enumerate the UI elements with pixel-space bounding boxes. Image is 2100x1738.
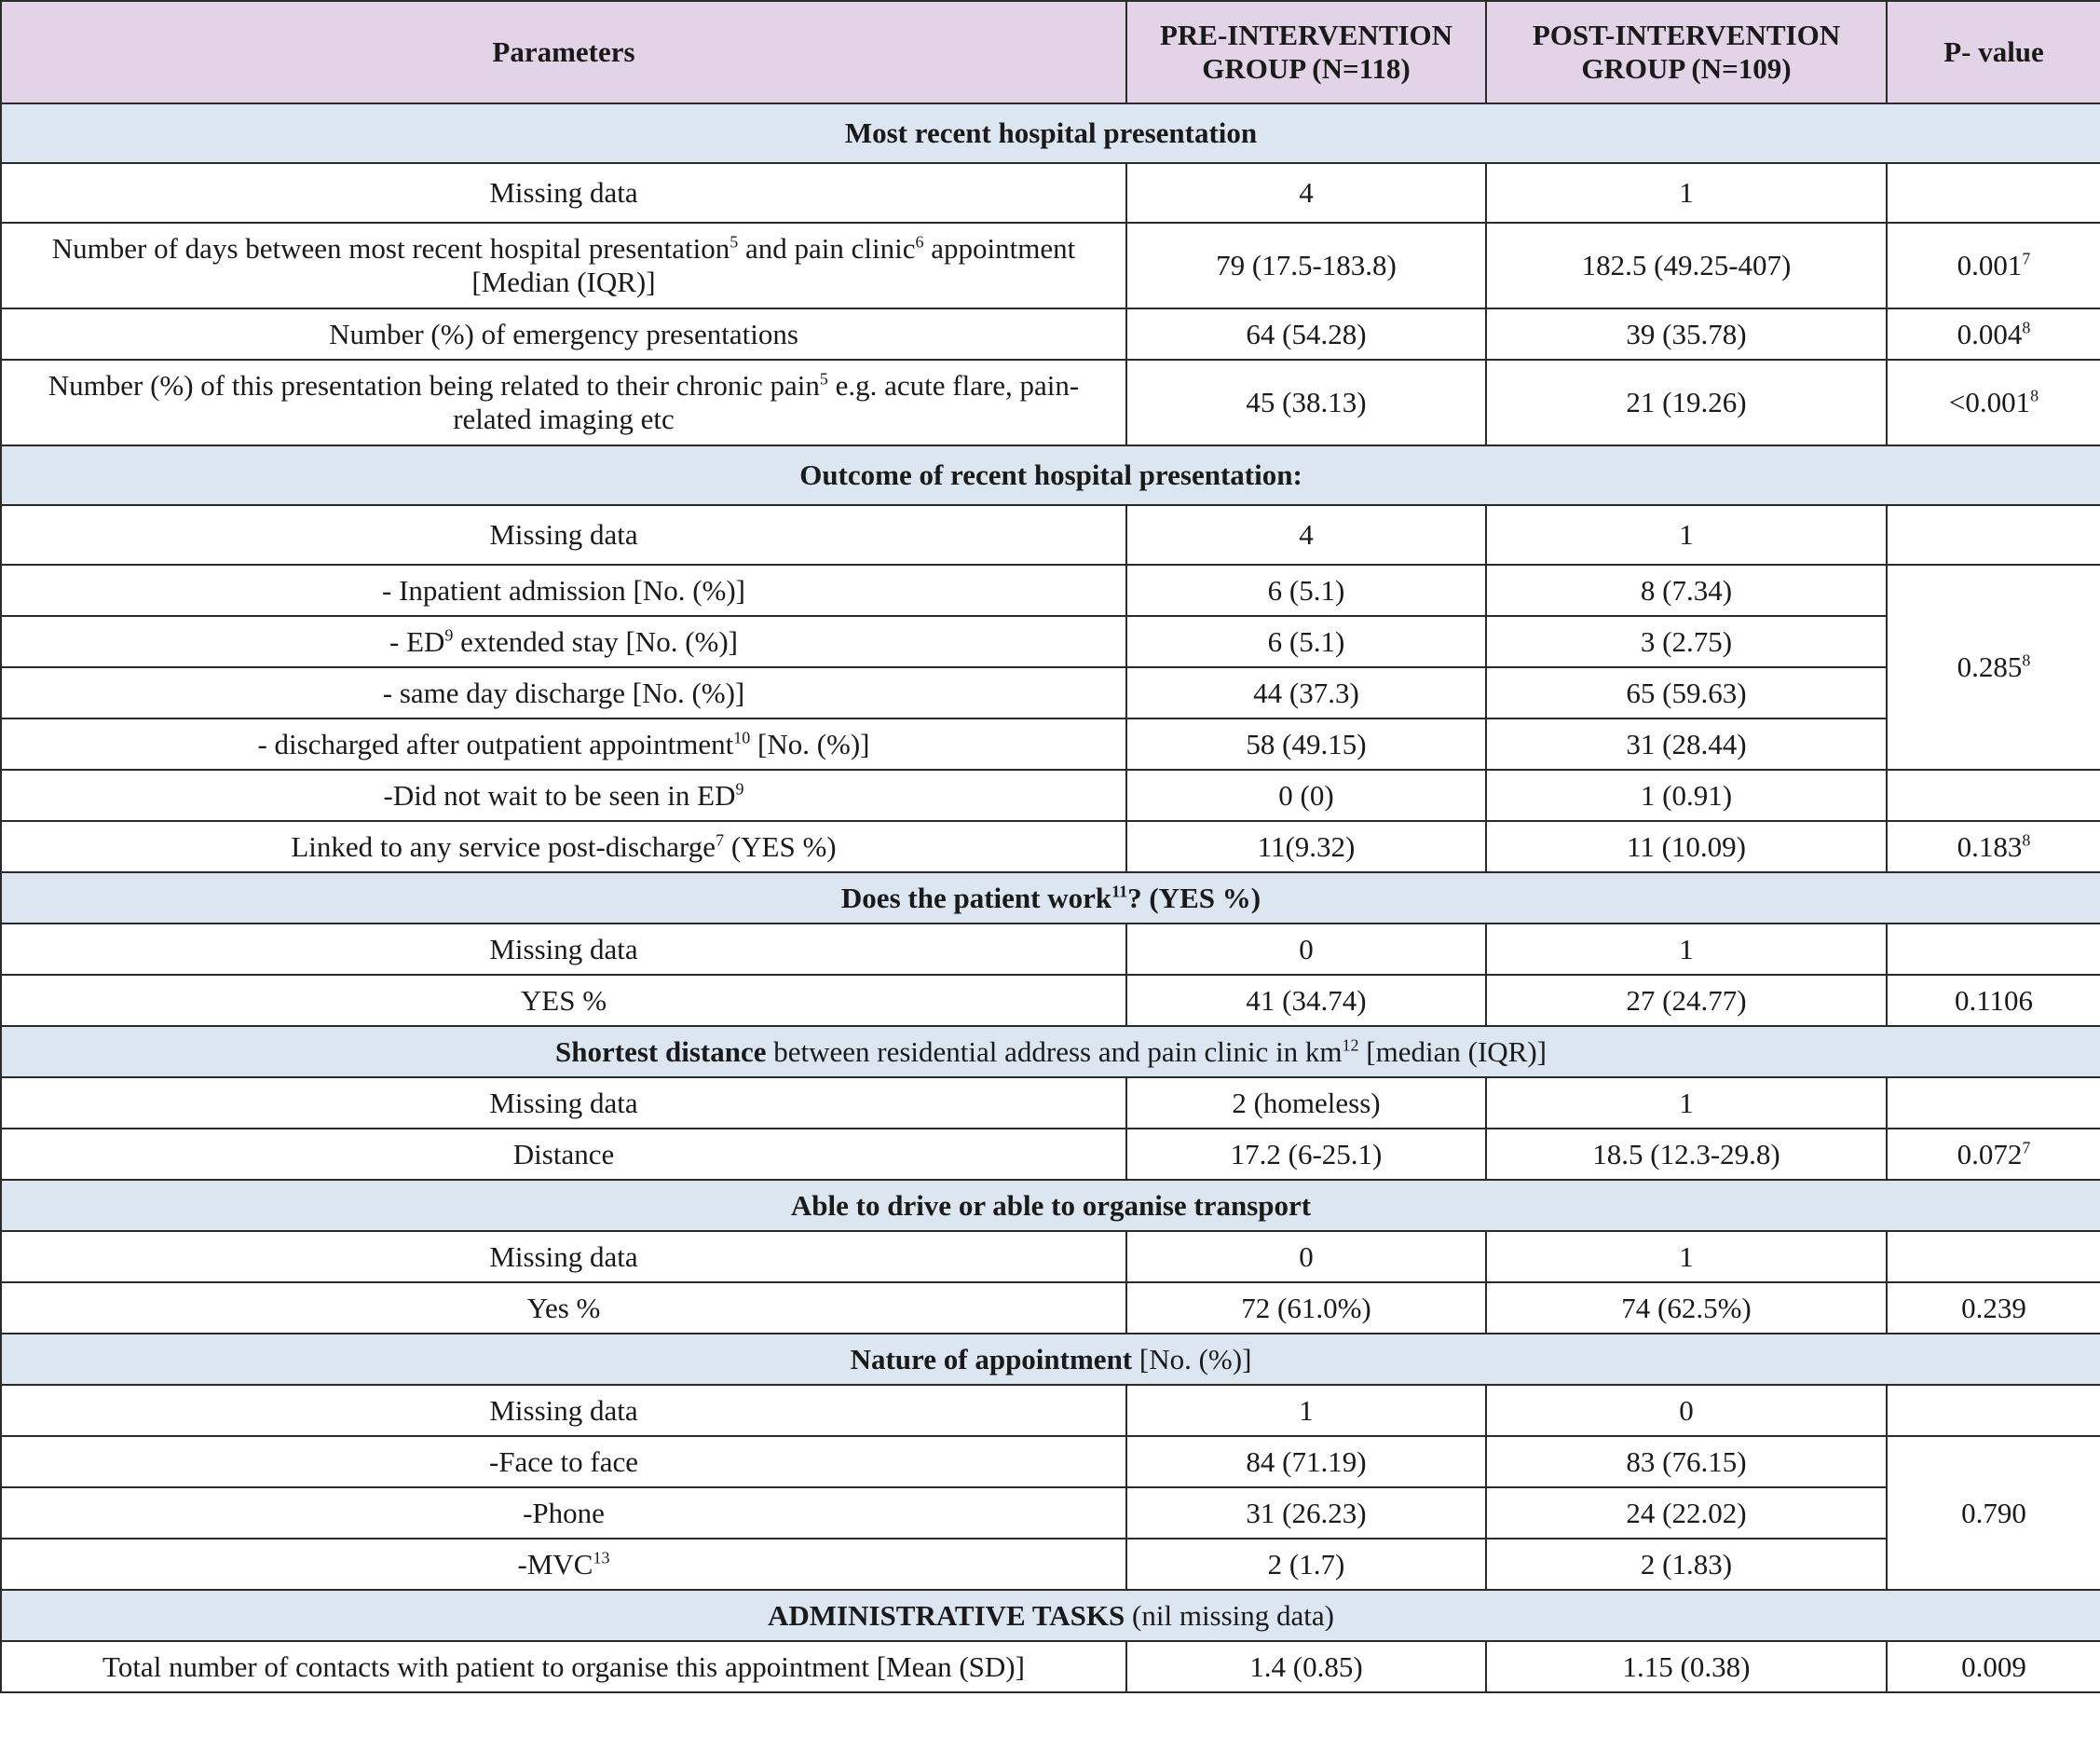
post-value: 27 (24.77) [1486,975,1887,1026]
post-value: 1 [1486,1077,1887,1129]
p-value [1887,1077,2100,1129]
row-label: - discharged after outpatient appointment$^{10}$ [No. (%)] [1,718,1126,770]
row-label: Missing data [1,924,1126,975]
post-value: 0 [1486,1385,1887,1436]
pre-value: 72 (61.0%) [1126,1282,1486,1334]
post-value: 39 (35.78) [1486,308,1887,360]
table-row [1,565,2100,616]
table-row [1,1436,2100,1487]
table-row [1,1129,2100,1180]
p-value [1887,163,2100,223]
post-value: 24 (22.02) [1486,1487,1887,1539]
post-value: 2 (1.83) [1486,1539,1887,1590]
header-row [1,1,2100,103]
pre-value: 17.2 (6-25.1) [1126,1129,1486,1180]
table-row [1,1282,2100,1334]
table-row [1,1231,2100,1282]
post-value: 74 (62.5%) [1486,1282,1887,1334]
table-row [1,505,2100,565]
p-value [1887,1385,2100,1436]
row-label: -Phone [1,1487,1126,1539]
p-value [1887,1231,2100,1282]
pre-value: 1.4 (0.85) [1126,1641,1486,1692]
p-value-group: 0.790 [1887,1436,2100,1590]
row-label: Linked to any service post-discharge$^7$ (YES %) [1,821,1126,872]
row-label: Missing data [1,1385,1126,1436]
section-header [1,1334,2100,1385]
header-parameters: Parameters [1,1,1126,103]
p-value [1887,924,2100,975]
row-label: Number (%) of emergency presentations [1,308,1126,360]
pre-value: 0 (0) [1126,770,1486,821]
section-title: Nature of appointment [No. (%)] [1,1334,2100,1385]
row-label: Missing data [1,505,1126,565]
row-label: YES % [1,975,1126,1026]
row-label: - same day discharge [No. (%)] [1,667,1126,718]
section-title: Outcome of recent hospital presentation: [1,445,2100,505]
row-label: Missing data [1,1077,1126,1129]
row-label: -Did not wait to be seen in $ED^9$ [1,770,1126,821]
row-label: Missing data [1,1231,1126,1282]
pre-value: 4 [1126,505,1486,565]
header-post-intervention: POST-INTERVENTION GROUP (N=109) [1486,1,1887,103]
row-label: -Face to face [1,1436,1126,1487]
table-row [1,616,2100,667]
p-value: 0.239 [1887,1282,2100,1334]
row-label: - $ED^9$ extended stay [No. (%)] [1,616,1126,667]
post-value: 1 [1486,505,1887,565]
p-value: 0.004$^8$ [1887,308,2100,360]
table-row [1,718,2100,770]
section-header [1,1180,2100,1231]
row-label: - Inpatient admission [No. (%)] [1,565,1126,616]
pre-value: 44 (37.3) [1126,667,1486,718]
post-value: 31 (28.44) [1486,718,1887,770]
header-pre-intervention: PRE-INTERVENTION GROUP (N=118) [1126,1,1486,103]
post-value: 83 (76.15) [1486,1436,1887,1487]
pre-value: 0 [1126,1231,1486,1282]
pre-value: 79 (17.5-183.8) [1126,223,1486,308]
p-value: 0.009 [1887,1641,2100,1692]
section-title: Does the patient work$^{11}$? (YES %) [1,872,2100,924]
header-p-value: P- value [1887,1,2100,103]
table-row [1,308,2100,360]
section-header [1,872,2100,924]
p-value [1887,770,2100,821]
table-row [1,1077,2100,1129]
pre-value: 4 [1126,163,1486,223]
table-row [1,1539,2100,1590]
pre-value: 45 (38.13) [1126,360,1486,445]
pre-value: 11(9.32) [1126,821,1486,872]
post-value: 1 [1486,924,1887,975]
post-value: 18.5 (12.3-29.8) [1486,1129,1887,1180]
section-header [1,1590,2100,1641]
p-value-group: 0.285$^8$ [1887,565,2100,770]
section-header [1,445,2100,505]
section-title: Able to drive or able to organise transport [1,1180,2100,1231]
pre-value: 6 (5.1) [1126,616,1486,667]
post-value: 65 (59.63) [1486,667,1887,718]
post-value: 8 (7.34) [1486,565,1887,616]
row-label: Missing data [1,163,1126,223]
post-value: 182.5 (49.25-407) [1486,223,1887,308]
post-value: 1 [1486,163,1887,223]
pre-value: 0 [1126,924,1486,975]
table-row [1,1385,2100,1436]
table-row [1,770,2100,821]
p-value: 0.1106 [1887,975,2100,1026]
section-title: ADMINISTRATIVE TASKS (nil missing data) [1,1590,2100,1641]
p-value [1887,505,2100,565]
pre-value: 1 [1126,1385,1486,1436]
row-label: -MVC$^{13}$ [1,1539,1126,1590]
p-value: 0.072$^7$ [1887,1129,2100,1180]
post-value: 3 (2.75) [1486,616,1887,667]
post-value: 1 [1486,1231,1887,1282]
post-value: 11 (10.09) [1486,821,1887,872]
pre-value: 2 (1.7) [1126,1539,1486,1590]
table-row [1,360,2100,445]
p-value: 0.183$^8$ [1887,821,2100,872]
row-label: Number (%) of this presentation being related to their chronic pain$^5$ e.g. acute flare, pain-related imaging etc [1,360,1126,445]
pre-value: 41 (34.74) [1126,975,1486,1026]
row-label: Number of days between most recent hospital presentation$^5$ and pain clinic$^6$ appointment [Median (IQR)] [1,223,1126,308]
section-title: Most recent hospital presentation [1,103,2100,163]
pre-value: 2 (homeless) [1126,1077,1486,1129]
table-row [1,1487,2100,1539]
pre-value: 31 (26.23) [1126,1487,1486,1539]
post-value: 1.15 (0.38) [1486,1641,1887,1692]
table-row [1,163,2100,223]
table-row [1,924,2100,975]
pre-value: 64 (54.28) [1126,308,1486,360]
row-label: Total number of contacts with patient to organise this appointment [Mean (SD)] [1,1641,1126,1692]
p-value: 0.001$^7$ [1887,223,2100,308]
p-value: $<0.001^8$ [1887,360,2100,445]
section-header [1,103,2100,163]
table-row [1,1641,2100,1692]
pre-value: 84 (71.19) [1126,1436,1486,1487]
row-label: Distance [1,1129,1126,1180]
table-row [1,821,2100,872]
pre-value: 6 (5.1) [1126,565,1486,616]
row-label: Yes % [1,1282,1126,1334]
section-header [1,1026,2100,1077]
table-row [1,975,2100,1026]
section-title: Shortest distance between residential address and pain clinic in $km^{12}$ [median (IQR)] [1,1026,2100,1077]
table-row [1,667,2100,718]
post-value: 1 (0.91) [1486,770,1887,821]
post-value: 21 (19.26) [1486,360,1887,445]
pre-value: 58 (49.15) [1126,718,1486,770]
table-row [1,223,2100,308]
